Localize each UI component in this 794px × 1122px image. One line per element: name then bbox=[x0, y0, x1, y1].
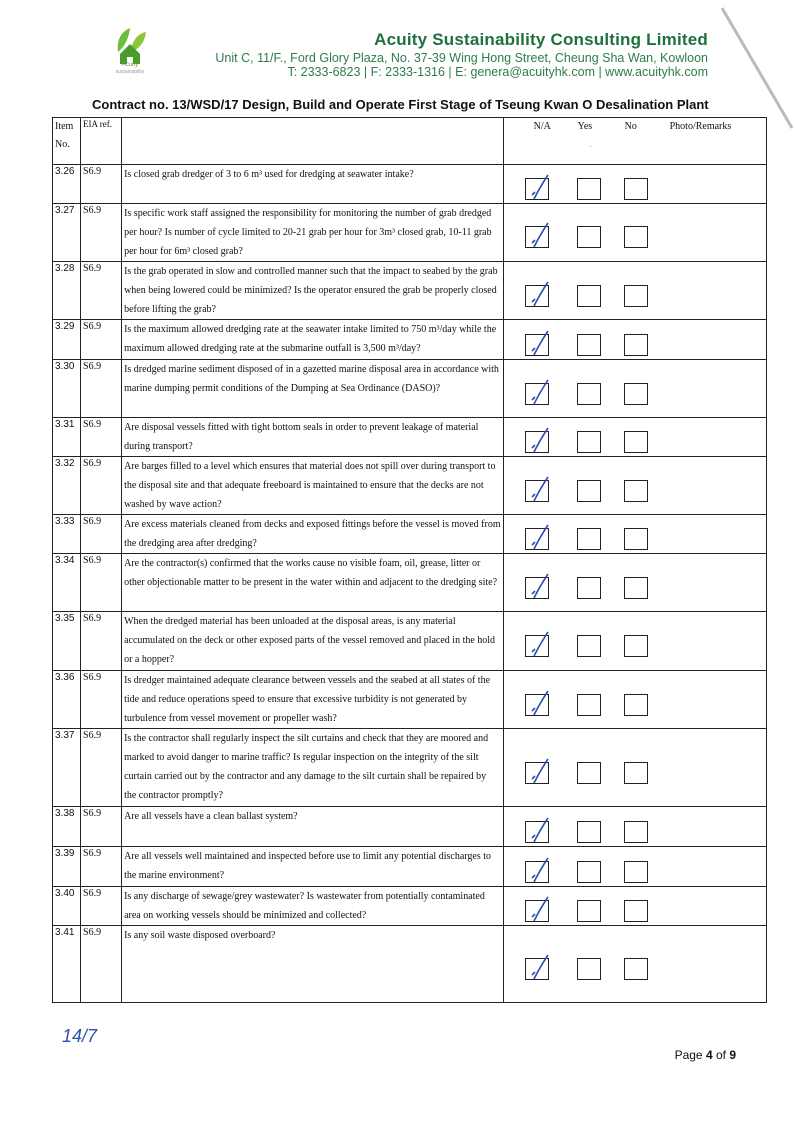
company-contact: T: 2333-6823 | F: 2333-1316 | E: genera@acuityhk.com | www.acuityhk.com bbox=[287, 65, 708, 79]
check-mark-icon bbox=[526, 578, 552, 602]
item-number: 3.26 bbox=[53, 165, 81, 204]
answer-cell bbox=[503, 612, 766, 671]
eia-reference: S6.9 bbox=[81, 457, 122, 515]
item-number: 3.35 bbox=[53, 612, 81, 671]
checklist-question: Is specific work staff assigned the responsibility for monitoring the number of grab dredged per hour? Is number of cycle limited to 20-21 grab per hour for 3m³ closed grab, 10-11 grab per hour for 6m³ closed grab? bbox=[122, 204, 504, 262]
eia-reference: S6.9 bbox=[81, 554, 122, 612]
na-checkbox[interactable] bbox=[525, 694, 549, 716]
na-checkbox[interactable] bbox=[525, 334, 549, 356]
check-mark-icon bbox=[526, 763, 552, 787]
eia-ref-header: EIA ref. bbox=[81, 118, 122, 165]
na-checkbox[interactable] bbox=[525, 480, 549, 502]
yes-checkbox[interactable] bbox=[577, 431, 601, 453]
no-checkbox[interactable] bbox=[624, 480, 648, 502]
answer-cell bbox=[503, 204, 766, 262]
check-mark-icon bbox=[526, 636, 552, 660]
no-checkbox[interactable] bbox=[624, 528, 648, 550]
eia-reference: S6.9 bbox=[81, 847, 122, 887]
table-row bbox=[53, 457, 767, 515]
company-address: Unit C, 11/F., Ford Glory Plaza, No. 37-39 Wing Hong Street, Cheung Sha Wan, Kowloon bbox=[215, 51, 708, 65]
checklist-question: Is the maximum allowed dredging rate at the seawater intake limited to 750 m³/day while the maximum allowed dredging rate at the submarine outfall is 3,500 m³/day? bbox=[122, 320, 504, 360]
eia-reference: S6.9 bbox=[81, 807, 122, 847]
checklist-question: Is dredged marine sediment disposed of in a gazetted marine disposal area in accordance with marine dumping permit conditions of the Dumping at Sea Ordinance (DASO)? bbox=[122, 360, 504, 418]
answer-cell bbox=[503, 457, 766, 515]
no-checkbox[interactable] bbox=[624, 285, 648, 307]
checklist-question: Are the contractor(s) confirmed that the works cause no visible foam, oil, grease, litter or other objectionable matter to be present in the water within and adjacent to the dredging site? bbox=[122, 554, 504, 612]
na-checkbox[interactable] bbox=[525, 285, 549, 307]
yes-checkbox[interactable] bbox=[577, 900, 601, 922]
eia-reference: S6.9 bbox=[81, 360, 122, 418]
logo-text bbox=[100, 62, 160, 76]
no-checkbox[interactable] bbox=[624, 762, 648, 784]
no-checkbox[interactable] bbox=[624, 383, 648, 405]
eia-reference: S6.9 bbox=[81, 418, 122, 457]
answer-cell bbox=[503, 165, 766, 204]
answer-cell bbox=[503, 847, 766, 887]
checklist-question: Is closed grab dredger of 3 to 6 m³ used for dredging at seawater intake? bbox=[122, 165, 504, 204]
remarks-header: Photo/Remarks bbox=[669, 121, 732, 132]
item-number: 3.30 bbox=[53, 360, 81, 418]
yes-checkbox[interactable] bbox=[577, 528, 601, 550]
yes-checkbox[interactable] bbox=[577, 821, 601, 843]
table-row bbox=[53, 847, 767, 887]
yes-checkbox[interactable] bbox=[577, 635, 601, 657]
logo-subname: sustainability bbox=[115, 69, 145, 75]
yes-checkbox[interactable] bbox=[577, 178, 601, 200]
answer-cell bbox=[503, 262, 766, 320]
no-checkbox[interactable] bbox=[624, 334, 648, 356]
answer-cell bbox=[503, 926, 766, 1003]
item-no-header bbox=[53, 118, 81, 165]
item-number: 3.38 bbox=[53, 807, 81, 847]
table-row bbox=[53, 926, 767, 1003]
yes-checkbox[interactable] bbox=[577, 480, 601, 502]
eia-reference: S6.9 bbox=[81, 262, 122, 320]
na-checkbox[interactable] bbox=[525, 821, 549, 843]
check-mark-icon bbox=[526, 695, 552, 719]
eia-reference: S6.9 bbox=[81, 204, 122, 262]
page-prefix: Page bbox=[674, 1048, 706, 1062]
table-row bbox=[53, 165, 767, 204]
no-checkbox[interactable] bbox=[624, 635, 648, 657]
yes-checkbox[interactable] bbox=[577, 285, 601, 307]
yes-checkbox[interactable] bbox=[577, 861, 601, 883]
check-mark-icon bbox=[526, 432, 552, 456]
na-header: N/A bbox=[533, 121, 551, 132]
na-checkbox[interactable] bbox=[525, 226, 549, 248]
item-header-line1: Item bbox=[55, 121, 74, 132]
checklist-question: Is dredger maintained adequate clearance between vessels and the seabed at all states of the tide and reduce operations speed to ensure that excessive turbidity is not generated by turbulence from vessel movement or propeller wash? bbox=[122, 671, 504, 729]
answer-cell bbox=[503, 729, 766, 807]
handwritten-note: 14/7 bbox=[62, 1026, 98, 1046]
check-mark-icon bbox=[526, 822, 552, 846]
checklist-question: When the dredged material has been unloaded at the disposal areas, is any material accumulated on the deck or other exposed parts of the vessel removed and placed in the hold or a hopper? bbox=[122, 612, 504, 671]
answer-cell bbox=[503, 515, 766, 554]
yes-checkbox[interactable] bbox=[577, 958, 601, 980]
eia-reference: S6.9 bbox=[81, 515, 122, 554]
no-checkbox[interactable] bbox=[624, 178, 648, 200]
checklist-question: Are all vessels have a clean ballast system? bbox=[122, 807, 504, 847]
no-checkbox[interactable] bbox=[624, 821, 648, 843]
checklist-question: Are disposal vessels fitted with tight bottom seals in order to prevent leakage of material during transport? bbox=[122, 418, 504, 457]
yes-checkbox[interactable] bbox=[577, 694, 601, 716]
na-checkbox[interactable] bbox=[525, 900, 549, 922]
na-checkbox[interactable] bbox=[525, 762, 549, 784]
table-row bbox=[53, 360, 767, 418]
eia-reference: S6.9 bbox=[81, 612, 122, 671]
no-header: No bbox=[624, 121, 637, 132]
yes-header: Yes bbox=[577, 121, 593, 132]
table-row bbox=[53, 554, 767, 612]
check-mark-icon bbox=[526, 179, 552, 203]
contract-title: Contract no. 13/WSD/17 Design, Build and Operate First Stage of Tseung Kwan O Desalination Plant bbox=[92, 97, 709, 112]
na-checkbox[interactable] bbox=[525, 528, 549, 550]
page-number bbox=[675, 1048, 736, 1062]
table-row bbox=[53, 887, 767, 926]
table-row bbox=[53, 807, 767, 847]
checklist-question: Are barges filled to a level which ensures that material does not spill over during transport to the disposal site and that adequate freeboard is maintained to ensure that the decks are not washed by wave action? bbox=[122, 457, 504, 515]
yes-checkbox[interactable] bbox=[577, 383, 601, 405]
yes-checkbox[interactable] bbox=[577, 334, 601, 356]
na-checkbox[interactable] bbox=[525, 861, 549, 883]
eia-reference: S6.9 bbox=[81, 165, 122, 204]
table-row bbox=[53, 729, 767, 807]
table-row bbox=[53, 612, 767, 671]
answer-cell bbox=[503, 320, 766, 360]
check-mark-icon bbox=[526, 959, 552, 983]
na-checkbox[interactable] bbox=[525, 958, 549, 980]
answer-cell bbox=[503, 554, 766, 612]
no-checkbox[interactable] bbox=[624, 861, 648, 883]
no-checkbox[interactable] bbox=[624, 694, 648, 716]
answer-cell bbox=[503, 671, 766, 729]
item-number: 3.34 bbox=[53, 554, 81, 612]
item-number: 3.40 bbox=[53, 887, 81, 926]
check-mark-icon bbox=[526, 529, 552, 553]
page-total: 9 bbox=[729, 1048, 736, 1062]
logo-name: Acuity bbox=[121, 62, 139, 68]
checklist-question: Is any soil waste disposed overboard? bbox=[122, 926, 504, 1003]
checklist-question: Is the contractor shall regularly inspect the silt curtains and check that they are moored and marked to avoid danger to marine traffic? Is regular inspection on the integrity of the silt curtain carried out by the contractor and any damage to the silt curtain shall be repaired by the contractor promptly? bbox=[122, 729, 504, 807]
table-row bbox=[53, 204, 767, 262]
item-number: 3.41 bbox=[53, 926, 81, 1003]
check-mark-icon bbox=[526, 227, 552, 251]
na-checkbox[interactable] bbox=[525, 577, 549, 599]
yes-checkbox[interactable] bbox=[577, 762, 601, 784]
table-row bbox=[53, 320, 767, 360]
company-name: Acuity Sustainability Consulting Limited bbox=[374, 30, 708, 49]
header-dot: . bbox=[589, 140, 592, 149]
no-checkbox[interactable] bbox=[624, 900, 648, 922]
no-checkbox[interactable] bbox=[624, 226, 648, 248]
checklist-question: Are all vessels well maintained and inspected before use to limit any potential discharges to the marine environment? bbox=[122, 847, 504, 887]
check-mark-icon bbox=[526, 335, 552, 359]
check-mark-icon bbox=[526, 384, 552, 408]
check-mark-icon bbox=[526, 286, 552, 310]
page-current: 4 bbox=[705, 1048, 713, 1062]
answer-cell bbox=[503, 887, 766, 926]
no-checkbox[interactable] bbox=[624, 577, 648, 599]
check-mark-icon bbox=[526, 901, 552, 925]
yes-checkbox[interactable] bbox=[577, 577, 601, 599]
na-checkbox[interactable] bbox=[525, 431, 549, 453]
answer-cell bbox=[503, 807, 766, 847]
no-checkbox[interactable] bbox=[624, 431, 648, 453]
answer-cell bbox=[503, 360, 766, 418]
eia-reference: S6.9 bbox=[81, 887, 122, 926]
table-row bbox=[53, 418, 767, 457]
eia-reference: S6.9 bbox=[81, 671, 122, 729]
item-number: 3.39 bbox=[53, 847, 81, 887]
check-mark-icon bbox=[526, 862, 552, 886]
no-checkbox[interactable] bbox=[624, 958, 648, 980]
checklist-question: Is any discharge of sewage/grey wastewater? Is wastewater from potentially contaminated area on working vessels should be minimized and collected? bbox=[122, 887, 504, 926]
item-number: 3.33 bbox=[53, 515, 81, 554]
item-number: 3.32 bbox=[53, 457, 81, 515]
item-number: 3.27 bbox=[53, 204, 81, 262]
item-number: 3.36 bbox=[53, 671, 81, 729]
table-header-row bbox=[53, 118, 767, 165]
na-checkbox[interactable] bbox=[525, 635, 549, 657]
eia-reference: S6.9 bbox=[81, 729, 122, 807]
item-number: 3.28 bbox=[53, 262, 81, 320]
check-mark-icon bbox=[526, 481, 552, 505]
checklist-table bbox=[52, 117, 767, 1003]
table-row bbox=[53, 671, 767, 729]
company-header bbox=[215, 30, 708, 79]
eia-reference: S6.9 bbox=[81, 926, 122, 1003]
page-of: of bbox=[712, 1048, 730, 1062]
na-checkbox[interactable] bbox=[525, 383, 549, 405]
answer-header bbox=[503, 118, 766, 165]
checklist-question: Are excess materials cleaned from decks and exposed fittings before the vessel is moved from the dredging area after dredging? bbox=[122, 515, 504, 554]
yes-checkbox[interactable] bbox=[577, 226, 601, 248]
checklist-question: Is the grab operated in slow and controlled manner such that the impact to seabed by the grab when being lowered could be minimized? Is the operator ensured the grab be properly closed before lifting the grab? bbox=[122, 262, 504, 320]
table-row bbox=[53, 262, 767, 320]
item-number: 3.29 bbox=[53, 320, 81, 360]
eia-reference: S6.9 bbox=[81, 320, 122, 360]
answer-cell bbox=[503, 418, 766, 457]
item-number: 3.37 bbox=[53, 729, 81, 807]
item-number: 3.31 bbox=[53, 418, 81, 457]
question-header bbox=[122, 118, 504, 165]
item-header-line2: No. bbox=[55, 139, 70, 150]
na-checkbox[interactable] bbox=[525, 178, 549, 200]
table-row bbox=[53, 515, 767, 554]
